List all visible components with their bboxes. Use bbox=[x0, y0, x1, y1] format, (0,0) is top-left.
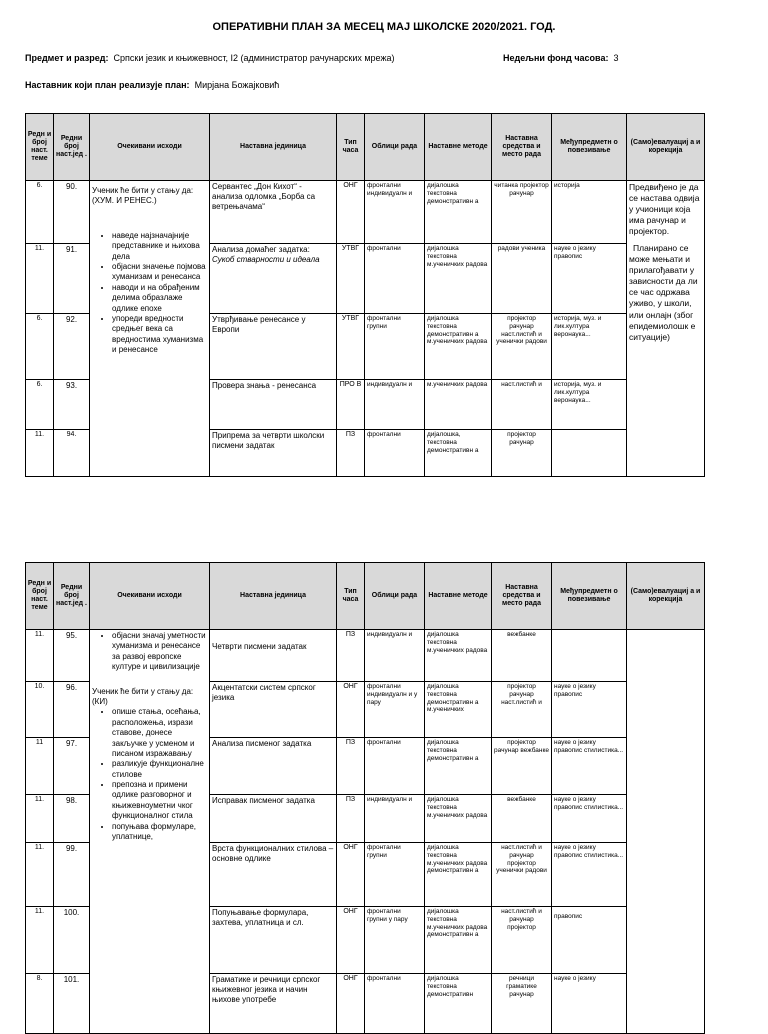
col-header-metode: Наставне методе bbox=[425, 563, 492, 630]
ishodi-top-list bbox=[92, 631, 207, 673]
oblici-cell: фронтални bbox=[365, 974, 425, 1034]
unit-cell: Акцентатски систем српског језика bbox=[210, 682, 337, 738]
tip-cell: ПЗ bbox=[337, 795, 365, 843]
metode-cell: дијалошка текстовна м.ученичких радова демонстративн а bbox=[425, 907, 492, 974]
unit-cell bbox=[210, 244, 337, 314]
veze-cell bbox=[552, 430, 627, 477]
tip-cell: ОНГ bbox=[337, 974, 365, 1034]
tema-cell: 11. bbox=[26, 430, 54, 477]
teacher-line bbox=[25, 80, 279, 90]
tema-cell: 11. bbox=[26, 907, 54, 974]
page-title: ОПЕРАТИВНИ ПЛАН ЗА МЕСЕЦ МАЈ ШКОЛСКЕ 2020/2021. ГОД. bbox=[212, 21, 556, 33]
tip-cell: ПЗ bbox=[337, 738, 365, 795]
col-header-unit: Наставна јединица bbox=[210, 563, 337, 630]
col-header-veze: Међупредметн о повезивање bbox=[552, 114, 627, 181]
evaluation-p2: Планирано се може мењати и прилагођавати у зависности да ли се час одржава уживо, у школи, или онлајн (због епидемиолошк е ситуације) bbox=[629, 243, 698, 342]
tip-cell: ПЗ bbox=[337, 630, 365, 682]
tema-cell: 11. bbox=[26, 244, 54, 314]
sredstva-cell: речници граматике рачунар bbox=[492, 974, 552, 1034]
unit-cell: Попуњавање формулара, захтева, уплатница и сл. bbox=[210, 907, 337, 974]
oblici-cell: индивидуалн и bbox=[365, 630, 425, 682]
subject-label: Предмет и разред: bbox=[25, 53, 109, 63]
subject-line bbox=[25, 53, 394, 63]
jed-cell: 96. bbox=[54, 682, 90, 738]
veze-cell: науке о језику правопис стилистика... bbox=[552, 795, 627, 843]
tema-cell: 11. bbox=[26, 795, 54, 843]
jed-cell: 97. bbox=[54, 738, 90, 795]
list-item: • објасни значење појмова хуманизам и ренесанса bbox=[112, 262, 207, 283]
sredstva-cell: радови ученика bbox=[492, 244, 552, 314]
sredstva-cell: пројектор рачунар bbox=[492, 430, 552, 477]
col-header-jed: Редни број наст.јед . bbox=[54, 563, 90, 630]
jed-cell: 90. bbox=[54, 181, 90, 244]
tip-cell: УТВГ bbox=[337, 314, 365, 380]
evaluation-p1: Предвиђено је да се настава одвија у учионици која има рачунар и пројектор. bbox=[629, 182, 700, 237]
table-header-row bbox=[26, 114, 705, 181]
col-header-unit: Наставна јединица bbox=[210, 114, 337, 181]
list-item: • упореди вредности средњег века са вредностима хуманизма и ренесансе bbox=[112, 314, 207, 356]
col-header-metode: Наставне методе bbox=[425, 114, 492, 181]
tema-cell: 11. bbox=[26, 843, 54, 907]
plan-table-2 bbox=[25, 562, 705, 1034]
metode-cell: м.ученичких радова bbox=[425, 380, 492, 430]
list-item: • препозна и примени одлике разговорног и књижевноуметни чког функционалног стила bbox=[112, 780, 207, 822]
tema-cell: 6. bbox=[26, 314, 54, 380]
col-header-sredstva: Наставна средства и место рада bbox=[492, 114, 552, 181]
col-header-tip: Тип часа bbox=[337, 114, 365, 181]
metode-cell: дијалошка текстовна демонстративн bbox=[425, 974, 492, 1034]
tema-cell: 8. bbox=[26, 974, 54, 1034]
ishodi-sub: (КИ) bbox=[92, 696, 108, 706]
sredstva-cell: пројектор рачунар вежбанке bbox=[492, 738, 552, 795]
list-item: • опише стања, осећања, расположења, изрази ставове, донесе закључке у усменом и писаном изражавању bbox=[112, 707, 207, 759]
evaluation-cell bbox=[627, 181, 705, 477]
col-header-oblici: Облици рада bbox=[365, 563, 425, 630]
metode-cell: дијалошка текстовна м.ученичких радова bbox=[425, 795, 492, 843]
veze-cell: историја, муз. и лик.култура веронаука... bbox=[552, 314, 627, 380]
unit-text: Анализа домаћег задатка: bbox=[212, 245, 310, 254]
veze-cell: науке о језику правопис bbox=[552, 244, 627, 314]
veze-cell: науке о језику правопис стилистика... bbox=[552, 843, 627, 907]
col-header-ishodi: Очекивани исходи bbox=[90, 563, 210, 630]
jed-cell: 100. bbox=[54, 907, 90, 974]
list-item: • наведе најзначајније представнике и њихова дела bbox=[112, 231, 207, 262]
teacher-value: Мирјана Божајковић bbox=[194, 80, 280, 90]
oblici-cell: фронтални bbox=[365, 430, 425, 477]
col-header-tema: Редн и број наст. теме bbox=[26, 114, 54, 181]
jed-cell: 101. bbox=[54, 974, 90, 1034]
list-item: • наводи и на обрађеним делима образлаже одлике епохе bbox=[112, 283, 207, 314]
col-header-jed: Редни број наст.јед . bbox=[54, 114, 90, 181]
subject-value: Српски језик и књижевност, I2 (администратор рачунарских мрежа) bbox=[113, 53, 395, 63]
tip-cell: ПРО В bbox=[337, 380, 365, 430]
ishodi-intro: Ученик ће бити у стању да: bbox=[92, 686, 194, 696]
sredstva-cell: читанка пројектор рачунар bbox=[492, 181, 552, 244]
fund-label: Недељни фонд часова: bbox=[503, 53, 609, 63]
oblici-cell: фронтални индивидуалн и у пару bbox=[365, 682, 425, 738]
veze-cell: науке о језику правопис стилистика... bbox=[552, 738, 627, 795]
tip-cell: ПЗ bbox=[337, 430, 365, 477]
veze-cell: историја, муз. и лик.култура веронаука... bbox=[552, 380, 627, 430]
veze-cell: историја bbox=[552, 181, 627, 244]
oblici-cell: фронтални bbox=[365, 738, 425, 795]
plan-table-1 bbox=[25, 113, 705, 477]
tema-cell: 11 bbox=[26, 738, 54, 795]
unit-cell: Врста функционалних стилова – основне одлике bbox=[210, 843, 337, 907]
fund-line bbox=[503, 53, 619, 63]
tip-cell: ОНГ bbox=[337, 907, 365, 974]
oblici-cell: фронтални групни bbox=[365, 314, 425, 380]
sredstva-cell: вежбанке bbox=[492, 630, 552, 682]
col-header-tip: Тип часа bbox=[337, 563, 365, 630]
col-header-oblici: Облици рада bbox=[365, 114, 425, 181]
veze-cell: науке о језику правопис bbox=[552, 682, 627, 738]
table-row bbox=[26, 630, 705, 682]
col-header-tema: Редн и број наст. теме bbox=[26, 563, 54, 630]
unit-cell: Анализа писменог задатка bbox=[210, 738, 337, 795]
tema-cell: 6. bbox=[26, 181, 54, 244]
ishodi-intro: Ученик ће бити у стању да: bbox=[92, 186, 194, 195]
metode-cell: дијалошка текстовна демонстративн а м.ученичких bbox=[425, 682, 492, 738]
metode-cell: дијалошка текстовна м.ученичких радова bbox=[425, 630, 492, 682]
tema-cell: 11. bbox=[26, 630, 54, 682]
unit-cell: Граматике и речници српског књижевног језика и начин њихове употребе bbox=[210, 974, 337, 1034]
list-item: • попуњава формуларе, уплатнице, bbox=[112, 822, 207, 843]
veze-cell bbox=[552, 630, 627, 682]
metode-cell: дијалошка текстовна демонстративн а bbox=[425, 738, 492, 795]
jed-cell: 95. bbox=[54, 630, 90, 682]
col-header-eval: (Само)евалуациј а и корекција bbox=[627, 114, 705, 181]
metode-cell: дијалошка текстовна демонстративн а bbox=[425, 181, 492, 244]
ishodi-cell bbox=[90, 630, 210, 1034]
metode-cell: дијалошка текстовна демонстративн а м.ученичких радова bbox=[425, 314, 492, 380]
unit-cell: Припрема за четврти школски писмени задатак bbox=[210, 430, 337, 477]
tema-cell: 6. bbox=[26, 380, 54, 430]
sredstva-cell: вежбанке bbox=[492, 795, 552, 843]
sredstva-cell: наст.листић и bbox=[492, 380, 552, 430]
col-header-sredstva: Наставна средства и место рада bbox=[492, 563, 552, 630]
tip-cell: ОНГ bbox=[337, 181, 365, 244]
unit-cell: Четврти писмени задатак bbox=[210, 630, 337, 682]
unit-cell: Провера знања - ренесанса bbox=[210, 380, 337, 430]
sredstva-cell: наст.листић и рачунар пројектор ученички радови bbox=[492, 843, 552, 907]
jed-cell: 94. bbox=[54, 430, 90, 477]
metode-cell: дијалошка текстовна м.ученичких радова bbox=[425, 244, 492, 314]
unit-cell: Исправак писменог задатка bbox=[210, 795, 337, 843]
veze-cell: науке о језику bbox=[552, 974, 627, 1034]
teacher-label: Наставник који план реализује план: bbox=[25, 80, 190, 90]
oblici-cell: индивидуалн и bbox=[365, 380, 425, 430]
col-header-eval: (Само)евалуациј а и корекција bbox=[627, 563, 705, 630]
tip-cell: ОНГ bbox=[337, 682, 365, 738]
jed-cell: 91. bbox=[54, 244, 90, 314]
metode-cell: дијалошка, текстовна демонстративн а bbox=[425, 430, 492, 477]
sredstva-cell: наст.листић и рачунар пројектор bbox=[492, 907, 552, 974]
unit-cell: Сервантес „Дон Кихот“ - анализа одломка „Борба са ветрењачама“ bbox=[210, 181, 337, 244]
tema-cell: 10. bbox=[26, 682, 54, 738]
list-item: • разликује функционалне стилове bbox=[112, 759, 207, 780]
unit-cell: Утврђивање ренесансе у Европи bbox=[210, 314, 337, 380]
sredstva-cell: пројектор рачунар наст.листић и bbox=[492, 682, 552, 738]
jed-cell: 98. bbox=[54, 795, 90, 843]
tip-cell: УТВГ bbox=[337, 244, 365, 314]
col-header-ishodi: Очекивани исходи bbox=[90, 114, 210, 181]
jed-cell: 93. bbox=[54, 380, 90, 430]
table-row bbox=[26, 181, 705, 244]
evaluation-cell bbox=[627, 630, 705, 1034]
fund-value: 3 bbox=[613, 53, 619, 63]
unit-italic-text: Сукоб стварности и идеала bbox=[212, 255, 320, 264]
col-header-veze: Међупредметн о повезивање bbox=[552, 563, 627, 630]
ishodi-cell bbox=[90, 181, 210, 477]
ishodi-sub: (ХУМ. И РЕНЕС.) bbox=[92, 196, 157, 206]
ishodi-list bbox=[92, 707, 207, 842]
tip-cell: ОНГ bbox=[337, 843, 365, 907]
oblici-cell: фронтални индивидуалн и bbox=[365, 181, 425, 244]
jed-cell: 99. bbox=[54, 843, 90, 907]
oblici-cell: фронтални групни у пару bbox=[365, 907, 425, 974]
metode-cell: дијалошка текстовна м.ученичких радова демонстративн а bbox=[425, 843, 492, 907]
veze-cell: правопис bbox=[552, 907, 627, 974]
sredstva-cell: пројектор рачунар наст.листић и ученички радови bbox=[492, 314, 552, 380]
list-item: • објасни значај уметности хуманизма и ренесансе за развој европске културе и цивилизације bbox=[112, 631, 207, 673]
oblici-cell: фронтални групни bbox=[365, 843, 425, 907]
ishodi-list bbox=[92, 231, 207, 356]
oblici-cell: индивидуалн и bbox=[365, 795, 425, 843]
jed-cell: 92. bbox=[54, 314, 90, 380]
table-header-row bbox=[26, 563, 705, 630]
oblici-cell: фронтални bbox=[365, 244, 425, 314]
